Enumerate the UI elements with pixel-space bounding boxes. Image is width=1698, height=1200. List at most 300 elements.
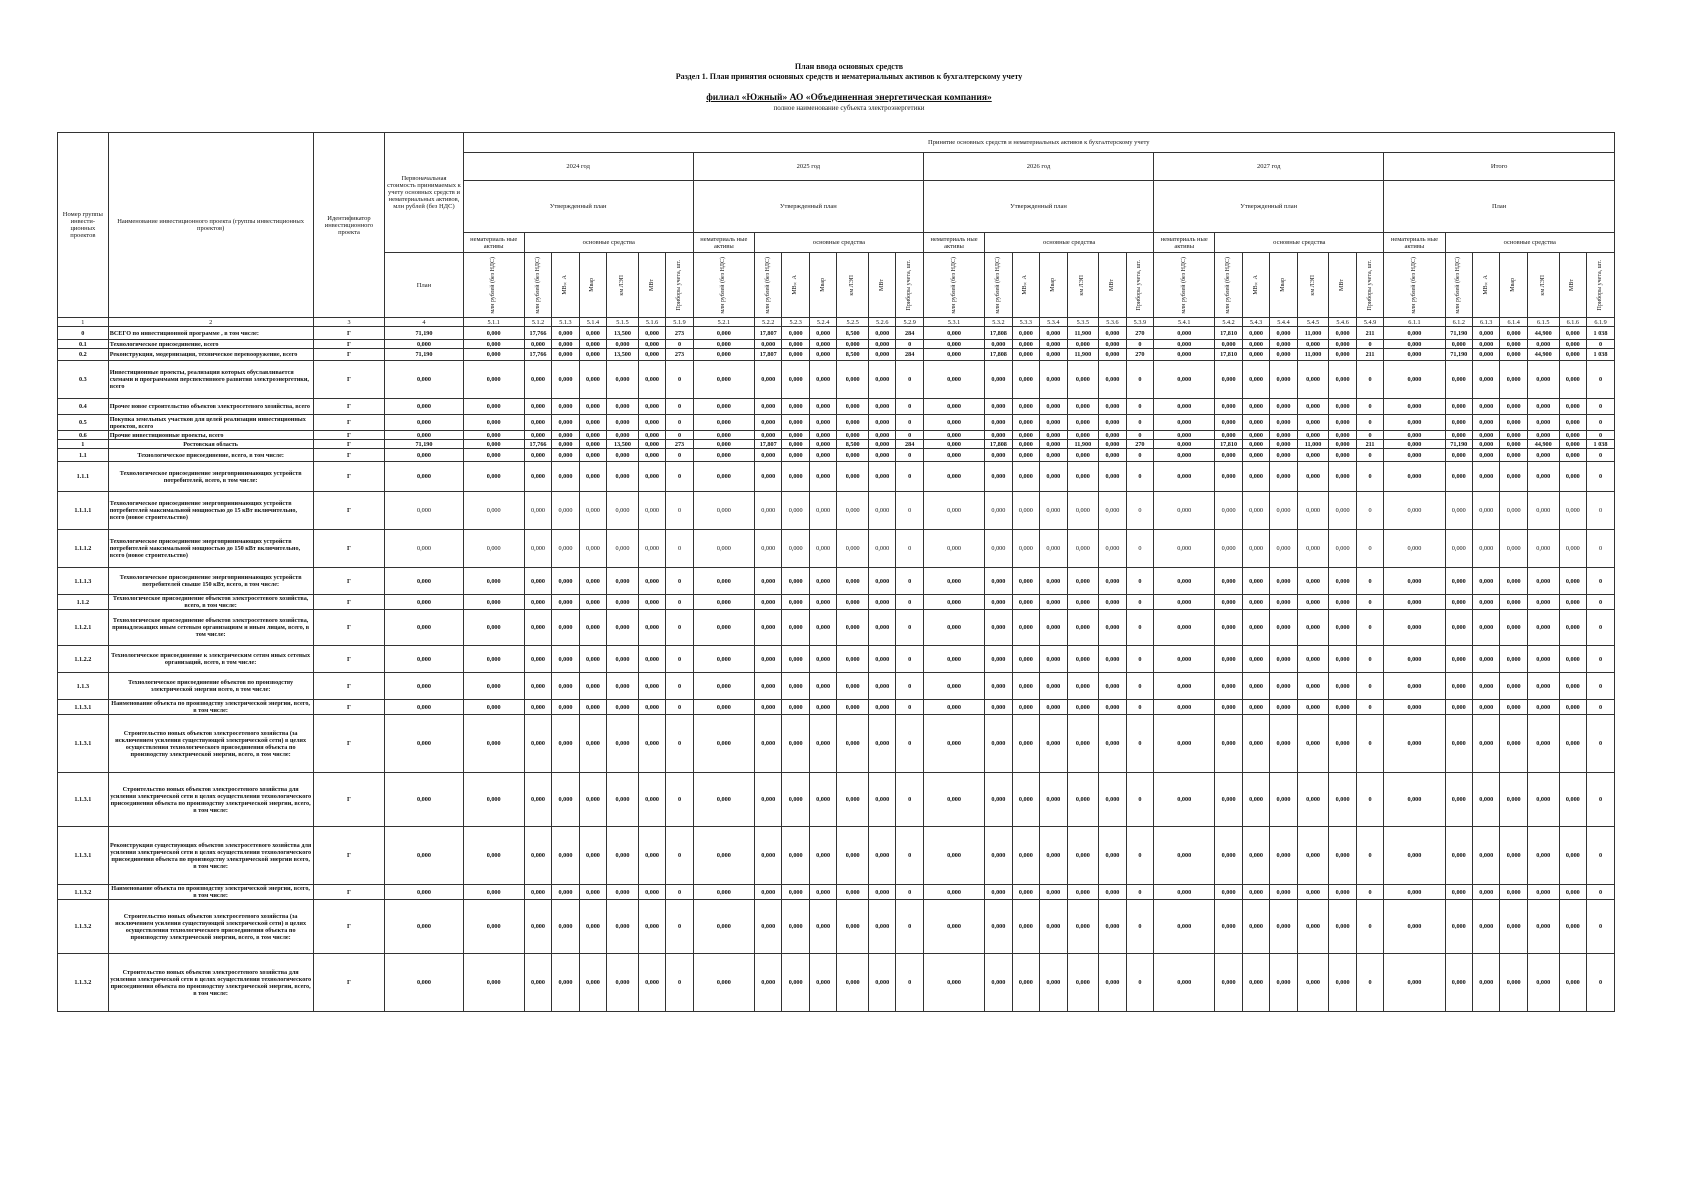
table-row — [58, 773, 1615, 827]
row-value: 0,000 — [1067, 415, 1099, 431]
row-value: 0,000 — [809, 673, 836, 700]
row-value: 0,000 — [1472, 610, 1499, 646]
row-value: 0,000 — [837, 399, 869, 415]
row-value: 0,000 — [923, 885, 984, 900]
row-value: 0,000 — [1215, 700, 1242, 715]
row-value: 0 — [896, 885, 923, 900]
document-title: План ввода основных средств — [794, 62, 904, 71]
row-value: 270 — [1126, 440, 1153, 449]
row-value: 0 — [896, 900, 923, 954]
row-value: 0 — [666, 568, 693, 595]
unit-label: Приборы учета, шт. — [1136, 259, 1143, 311]
row-value: 17,810 — [1215, 327, 1242, 340]
row-value: 0,000 — [579, 827, 606, 885]
row-value: 0,000 — [1099, 954, 1126, 1012]
unit-header — [809, 253, 836, 318]
row-value: 0,000 — [638, 492, 665, 530]
row-value: 0,000 — [1012, 646, 1039, 673]
row-value: 0,000 — [607, 340, 639, 349]
row-value: 0,000 — [1154, 462, 1215, 492]
row-value: 0,000 — [754, 595, 781, 610]
row-value: 0,000 — [1099, 568, 1126, 595]
year-header: 2026 год — [923, 153, 1153, 181]
column-number: 5.4.1 — [1154, 318, 1215, 327]
row-value: 0,000 — [809, 900, 836, 954]
row-value: 0,000 — [1012, 492, 1039, 530]
row-value: 0 — [1587, 449, 1615, 462]
row-value: 0,000 — [782, 327, 809, 340]
row-value: 0,000 — [638, 530, 665, 568]
row-number: 1.1.3.2 — [58, 954, 109, 1012]
row-value: 0,000 — [693, 349, 754, 361]
row-value: 0,000 — [1154, 954, 1215, 1012]
unit-label: млн рублей (без НДС) — [764, 256, 771, 314]
row-value: 0,000 — [809, 399, 836, 415]
row-number: 0.3 — [58, 361, 109, 399]
row-value: 0,000 — [463, 610, 524, 646]
unit-header — [923, 253, 984, 318]
row-value: 0 — [666, 462, 693, 492]
row-cost-plan: 0,000 — [385, 431, 463, 440]
column-number: 5.4.5 — [1297, 318, 1329, 327]
row-value: 0,000 — [1472, 327, 1499, 340]
row-value: 0,000 — [579, 361, 606, 399]
row-value: 0,000 — [463, 399, 524, 415]
row-value: 0,000 — [1329, 673, 1356, 700]
row-value: 0,000 — [1559, 399, 1586, 415]
row-value: 0,000 — [693, 431, 754, 440]
row-value: 0,000 — [1242, 530, 1269, 568]
row-value: 0,000 — [1270, 610, 1297, 646]
row-value: 0,000 — [1384, 361, 1445, 399]
row-value: 11,900 — [1067, 349, 1099, 361]
row-value: 0 — [1587, 568, 1615, 595]
row-value: 0,000 — [579, 462, 606, 492]
row-value: 0,000 — [1154, 340, 1215, 349]
row-value: 0,000 — [1067, 827, 1099, 885]
row-value: 0,000 — [552, 673, 579, 700]
year-header: 2025 год — [693, 153, 923, 181]
row-value: 0,000 — [1040, 610, 1067, 646]
row-value: 0,000 — [1297, 700, 1329, 715]
row-value: 0,000 — [869, 415, 896, 431]
row-value: 0,000 — [1384, 462, 1445, 492]
row-value: 11,000 — [1297, 327, 1329, 340]
row-value: 0,000 — [1445, 462, 1472, 492]
unit-header — [1445, 253, 1472, 318]
row-value: 0 — [1587, 646, 1615, 673]
table-row — [58, 646, 1615, 673]
row-number: 1.1.2.2 — [58, 646, 109, 673]
row-value: 0,000 — [1154, 415, 1215, 431]
row-cost-plan: 0,000 — [385, 700, 463, 715]
row-value: 284 — [896, 349, 923, 361]
column-number: 6.1.9 — [1587, 318, 1615, 327]
row-value: 71,190 — [1445, 349, 1472, 361]
row-value: 0 — [1356, 673, 1383, 700]
row-cost-plan: 0,000 — [385, 595, 463, 610]
column-number: 5.2.9 — [896, 318, 923, 327]
row-value: 0,000 — [1242, 646, 1269, 673]
row-value: 0,000 — [1215, 361, 1242, 399]
row-value: 0,000 — [579, 349, 606, 361]
row-value: 0,000 — [1500, 673, 1527, 700]
row-value: 0,000 — [809, 646, 836, 673]
row-value: 0,000 — [1242, 715, 1269, 773]
row-value: 0,000 — [1099, 530, 1126, 568]
row-value: 0,000 — [1329, 449, 1356, 462]
row-value: 0,000 — [1012, 773, 1039, 827]
row-value: 0,000 — [1012, 399, 1039, 415]
row-value: 0,000 — [1099, 827, 1126, 885]
row-value: 0,000 — [463, 431, 524, 440]
unit-label: км ЛЭП — [1539, 274, 1546, 296]
row-value: 0,000 — [837, 568, 869, 595]
row-value: 17,807 — [754, 327, 781, 340]
row-value: 0,000 — [524, 492, 551, 530]
row-value: 0,000 — [1154, 827, 1215, 885]
row-value: 0,000 — [638, 885, 665, 900]
row-cost-plan: 0,000 — [385, 340, 463, 349]
row-value: 8,500 — [837, 327, 869, 340]
row-value: 0,000 — [754, 773, 781, 827]
unit-label: МВт — [1339, 279, 1346, 291]
row-value: 0,000 — [579, 399, 606, 415]
row-value: 0,000 — [607, 700, 639, 715]
row-value: 0,000 — [869, 492, 896, 530]
row-number: 1.1.1.2 — [58, 530, 109, 568]
row-value: 11,900 — [1067, 327, 1099, 340]
row-value: 0,000 — [552, 462, 579, 492]
row-value: 0,000 — [1012, 568, 1039, 595]
row-value: 0,000 — [552, 646, 579, 673]
unit-header — [1527, 253, 1559, 318]
row-value: 0,000 — [1012, 462, 1039, 492]
row-value: 0,000 — [782, 431, 809, 440]
row-value: 0,000 — [638, 610, 665, 646]
row-value: 0 — [896, 827, 923, 885]
row-value: 0,000 — [524, 900, 551, 954]
row-value: 0,000 — [1040, 673, 1067, 700]
row-value: 0,000 — [1270, 340, 1297, 349]
row-value: 0,000 — [1329, 900, 1356, 954]
row-value: 0 — [896, 399, 923, 415]
row-cost-plan: 0,000 — [385, 449, 463, 462]
row-value: 0,000 — [985, 885, 1012, 900]
row-identifier: Г — [313, 885, 385, 900]
table-row — [58, 715, 1615, 773]
row-value: 0,000 — [1270, 885, 1297, 900]
row-value: 0,000 — [1384, 340, 1445, 349]
row-value: 0 — [1126, 415, 1153, 431]
row-value: 0,000 — [923, 568, 984, 595]
row-value: 0,000 — [1297, 431, 1329, 440]
row-number: 1.1.1 — [58, 462, 109, 492]
row-value: 0,000 — [638, 900, 665, 954]
row-identifier: Г — [313, 610, 385, 646]
row-value: 0,000 — [1445, 399, 1472, 415]
row-value: 0,000 — [463, 700, 524, 715]
row-value: 0,000 — [1329, 415, 1356, 431]
row-value: 0,000 — [1472, 700, 1499, 715]
row-value: 0,000 — [1215, 673, 1242, 700]
row-value: 0,000 — [1559, 773, 1586, 827]
plan-header: Утвержденный план — [463, 181, 693, 233]
row-value: 0 — [1126, 449, 1153, 462]
row-value: 0,000 — [1154, 440, 1215, 449]
row-value: 0,000 — [1559, 449, 1586, 462]
unit-label: млн рублей (без НДС) — [1180, 256, 1187, 314]
row-value: 0,000 — [1500, 492, 1527, 530]
unit-label: МВ×А — [561, 275, 568, 295]
row-value: 0,000 — [809, 827, 836, 885]
organization-name: филиал «Южный» АО «Объединенная энергетическая компания» — [706, 93, 992, 103]
row-value: 0,000 — [1384, 595, 1445, 610]
fixed-assets-header: основные средства — [1445, 233, 1614, 253]
row-name: Технологическое присоединение, всего — [108, 340, 313, 349]
row-value: 0,000 — [524, 885, 551, 900]
row-value: 0,000 — [607, 568, 639, 595]
row-value: 0,000 — [782, 399, 809, 415]
row-value: 0,000 — [1297, 673, 1329, 700]
row-value: 0,000 — [1500, 349, 1527, 361]
row-value: 0,000 — [1215, 462, 1242, 492]
row-value: 0,000 — [1559, 646, 1586, 673]
row-value: 0,000 — [1099, 900, 1126, 954]
row-value: 0,000 — [1012, 610, 1039, 646]
row-value: 0,000 — [1297, 595, 1329, 610]
row-value: 0,000 — [1012, 361, 1039, 399]
row-value: 0,000 — [837, 449, 869, 462]
row-value: 0 — [896, 673, 923, 700]
row-value: 0,000 — [1012, 440, 1039, 449]
row-value: 0 — [1587, 361, 1615, 399]
column-number: 5.4.4 — [1270, 318, 1297, 327]
row-value: 0,000 — [1559, 340, 1586, 349]
row-value: 0,000 — [607, 462, 639, 492]
row-number: 0 — [58, 327, 109, 340]
row-value: 0,000 — [1154, 431, 1215, 440]
row-value: 0,000 — [1154, 492, 1215, 530]
row-value: 0,000 — [869, 431, 896, 440]
row-value: 8,500 — [837, 440, 869, 449]
unit-header — [1040, 253, 1067, 318]
row-value: 0,000 — [552, 773, 579, 827]
row-value: 0,000 — [463, 954, 524, 1012]
row-value: 0,000 — [809, 415, 836, 431]
row-value: 0 — [666, 673, 693, 700]
column-number: 5.1.3 — [552, 318, 579, 327]
row-value: 0,000 — [1012, 885, 1039, 900]
row-value: 0,000 — [1012, 327, 1039, 340]
row-value: 0,000 — [463, 646, 524, 673]
row-value: 0,000 — [1329, 492, 1356, 530]
column-number: 1 — [58, 318, 109, 327]
row-value: 0,000 — [809, 340, 836, 349]
row-value: 0,000 — [1242, 440, 1269, 449]
row-value: 0,000 — [1099, 349, 1126, 361]
row-value: 0,000 — [1215, 340, 1242, 349]
row-value: 0 — [666, 530, 693, 568]
row-value: 0,000 — [1445, 492, 1472, 530]
row-value: 0,000 — [1329, 530, 1356, 568]
unit-header — [754, 253, 781, 318]
row-value: 11,000 — [1297, 440, 1329, 449]
row-value: 273 — [666, 440, 693, 449]
row-value: 0,000 — [809, 954, 836, 1012]
row-value: 0,000 — [579, 885, 606, 900]
row-identifier: Г — [313, 399, 385, 415]
table-row — [58, 900, 1615, 954]
column-number: 6.1.1 — [1384, 318, 1445, 327]
row-value: 0,000 — [1099, 673, 1126, 700]
row-value: 0 — [1356, 530, 1383, 568]
row-value: 0,000 — [1242, 361, 1269, 399]
row-value: 0,000 — [693, 610, 754, 646]
unit-header — [1587, 253, 1615, 318]
row-value: 0,000 — [463, 885, 524, 900]
row-value: 0,000 — [923, 827, 984, 885]
table-row — [58, 361, 1615, 399]
row-value: 0,000 — [782, 462, 809, 492]
row-value: 0,000 — [754, 340, 781, 349]
row-cost-plan: 0,000 — [385, 610, 463, 646]
row-value: 0 — [666, 610, 693, 646]
row-value: 0 — [1126, 340, 1153, 349]
row-value: 0,000 — [638, 340, 665, 349]
row-value: 0,000 — [1040, 568, 1067, 595]
row-value: 0,000 — [1445, 415, 1472, 431]
row-value: 0,000 — [524, 610, 551, 646]
row-name: Технологическое присоединение объектов электросетевого хозяйства, принадлежащих иным сетевым организациям и иным лицам, всего, в том числе: — [108, 610, 313, 646]
row-value: 0,000 — [1215, 530, 1242, 568]
row-value: 0 — [666, 361, 693, 399]
row-value: 0 — [1587, 715, 1615, 773]
row-value: 0,000 — [869, 646, 896, 673]
row-identifier: Г — [313, 440, 385, 449]
unit-label: Мвар — [589, 278, 596, 292]
row-value: 0,000 — [754, 885, 781, 900]
column-number: 5.4.2 — [1215, 318, 1242, 327]
row-value: 0,000 — [1099, 885, 1126, 900]
row-value: 0,000 — [1099, 449, 1126, 462]
row-value: 0,000 — [837, 773, 869, 827]
row-value: 0,000 — [1500, 340, 1527, 349]
row-value: 0,000 — [1067, 646, 1099, 673]
row-value: 0,000 — [1154, 700, 1215, 715]
row-value: 17,766 — [524, 440, 551, 449]
column-number: 5.3.1 — [923, 318, 984, 327]
row-value: 0,000 — [1270, 415, 1297, 431]
row-value: 0,000 — [1270, 492, 1297, 530]
row-value: 0,000 — [693, 440, 754, 449]
row-value: 0,000 — [1099, 700, 1126, 715]
row-cost-plan: 0,000 — [385, 715, 463, 773]
row-value: 0,000 — [1242, 462, 1269, 492]
row-value: 0,000 — [463, 449, 524, 462]
row-value: 0,000 — [1559, 327, 1586, 340]
row-identifier: Г — [313, 349, 385, 361]
row-value: 0,000 — [809, 440, 836, 449]
row-number: 1.1.3.2 — [58, 900, 109, 954]
row-value: 0,000 — [985, 399, 1012, 415]
unit-label: Мвар — [1049, 278, 1056, 292]
row-value: 0,000 — [1500, 530, 1527, 568]
plan-header: План — [1384, 181, 1615, 233]
row-value: 0,000 — [1527, 530, 1559, 568]
row-value: 0,000 — [1099, 440, 1126, 449]
row-name: Технологическое присоединение энергопринимающих устройств потребителей максимальной мощностью до 150 кВт включительно, всего (новое строительство) — [108, 530, 313, 568]
row-identifier: Г — [313, 415, 385, 431]
row-value: 0,000 — [1384, 700, 1445, 715]
row-value: 0,000 — [1242, 610, 1269, 646]
row-value: 0,000 — [782, 673, 809, 700]
row-value: 0 — [1356, 646, 1383, 673]
row-value: 0,000 — [1527, 399, 1559, 415]
row-value: 0,000 — [1445, 361, 1472, 399]
row-value: 0,000 — [1270, 361, 1297, 399]
unit-header — [524, 253, 551, 318]
row-value: 0,000 — [1012, 715, 1039, 773]
row-value: 0,000 — [1242, 568, 1269, 595]
row-value: 0,000 — [463, 568, 524, 595]
row-value: 0,000 — [1242, 492, 1269, 530]
column-number: 5.4.9 — [1356, 318, 1383, 327]
row-value: 0,000 — [754, 610, 781, 646]
unit-label: МВт — [878, 279, 885, 291]
table-row — [58, 885, 1615, 900]
row-value: 0,000 — [1040, 327, 1067, 340]
row-value: 0,000 — [524, 431, 551, 440]
row-value: 0,000 — [552, 827, 579, 885]
row-value: 0,000 — [923, 340, 984, 349]
row-value: 0,000 — [809, 449, 836, 462]
row-value: 0,000 — [985, 827, 1012, 885]
row-value: 0 — [1587, 399, 1615, 415]
row-value: 0,000 — [1384, 646, 1445, 673]
row-value: 0,000 — [1527, 673, 1559, 700]
row-value: 71,190 — [1445, 327, 1472, 340]
row-value: 0,000 — [638, 449, 665, 462]
row-value: 0,000 — [923, 700, 984, 715]
row-value: 0 — [896, 646, 923, 673]
row-value: 0,000 — [1067, 449, 1099, 462]
row-value: 1 038 — [1587, 349, 1615, 361]
row-value: 0,000 — [1099, 715, 1126, 773]
year-header: 2024 год — [463, 153, 693, 181]
col-header-id: Идентификатор инвестиционного проекта — [313, 133, 385, 318]
row-name: ВСЕГО по инвестиционной программе , в том числе: — [108, 327, 313, 340]
row-value: 0,000 — [869, 900, 896, 954]
row-value: 0,000 — [638, 361, 665, 399]
row-value: 0,000 — [693, 415, 754, 431]
unit-header — [1154, 253, 1215, 318]
table-row — [58, 610, 1615, 646]
table-row — [58, 440, 1615, 449]
year-header: Итого — [1384, 153, 1615, 181]
row-name: Реконструкция существующих объектов электросетевого хозяйства для усиления электрической сети в целях осуществления технологического присоединения объекта по производству электрической энергии всего, в том числе: — [108, 827, 313, 885]
row-value: 0,000 — [809, 885, 836, 900]
row-value: 0,000 — [1242, 349, 1269, 361]
row-value: 0,000 — [1297, 568, 1329, 595]
row-value: 0,000 — [1472, 646, 1499, 673]
row-value: 0,000 — [463, 900, 524, 954]
row-value: 0,000 — [1527, 595, 1559, 610]
row-value: 0,000 — [1500, 399, 1527, 415]
row-value: 0,000 — [754, 361, 781, 399]
row-value: 0,000 — [1445, 530, 1472, 568]
row-value: 0,000 — [1154, 568, 1215, 595]
